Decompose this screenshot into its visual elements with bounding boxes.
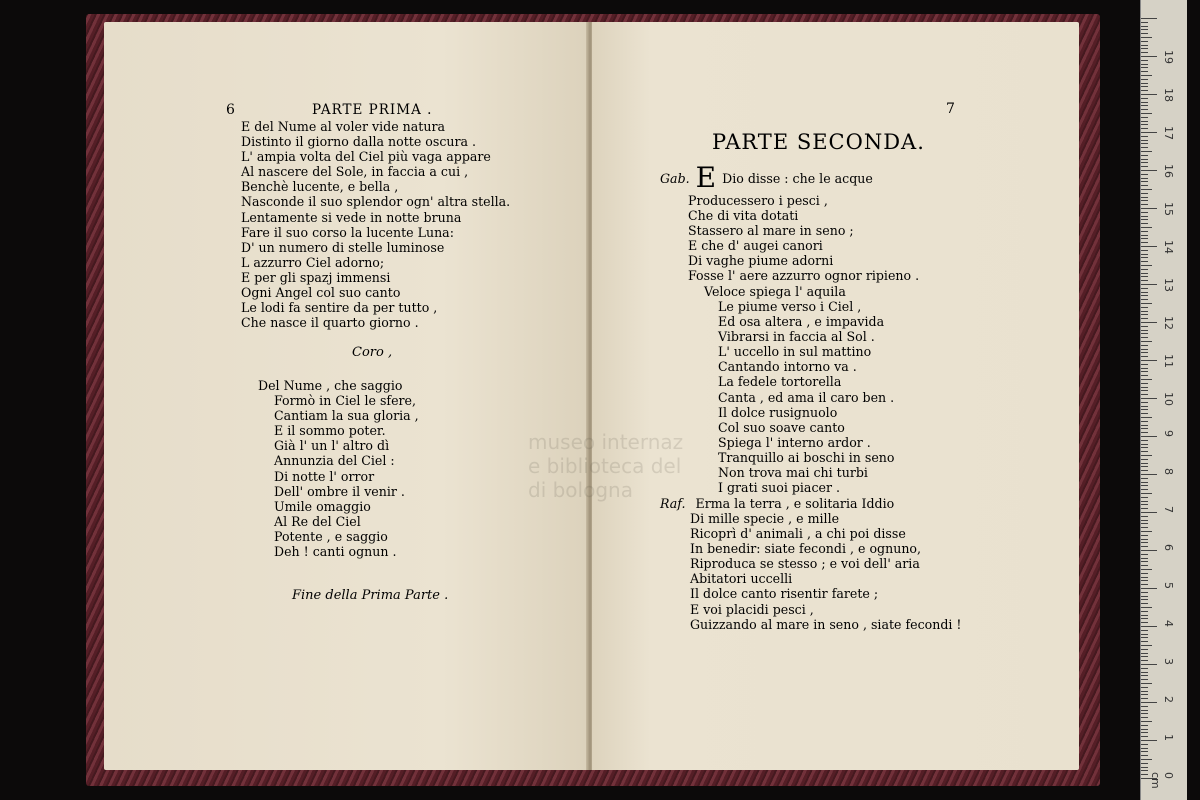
ruler-tick: [1141, 303, 1152, 304]
ruler-tick: [1141, 520, 1148, 521]
ruler-tick: [1141, 489, 1148, 490]
ruler-tick: [1141, 265, 1152, 266]
verse-line: E per gli spazj immensi: [241, 269, 391, 285]
ruler-tick: [1141, 664, 1157, 665]
gab-verse-block: [688, 193, 919, 284]
ruler-tick: [1141, 227, 1152, 228]
ruler-tick: [1141, 86, 1148, 87]
ruler-tick: [1141, 599, 1148, 600]
verse-line: Al Re del Ciel: [274, 513, 361, 529]
ruler-tick: [1141, 447, 1148, 448]
ruler-tick: [1141, 170, 1157, 171]
ruler-tick: [1141, 314, 1148, 315]
verse-line: Nasconde il suo splendor ogn' altra stella.: [241, 194, 511, 210]
verse-line: Al nascere del Sole, in faccia a cui ,: [241, 164, 469, 180]
ruler-tick: [1141, 645, 1152, 646]
left-verse-block: [241, 119, 510, 330]
verse-line: Umile omaggio: [274, 498, 371, 514]
ruler-tick: [1141, 535, 1148, 536]
ruler-label: 8: [1162, 468, 1175, 475]
ruler-tick: [1141, 276, 1148, 277]
verse-line: Producessero i pesci ,: [688, 193, 828, 208]
ruler-tick: [1141, 311, 1148, 312]
verse-line: Spiega l' interno ardor .: [718, 434, 871, 450]
verse-line: E del Nume al voler vide natura: [241, 119, 445, 134]
ruler-label: 19: [1162, 50, 1175, 64]
verse-line: Del Nume , che saggio: [258, 378, 403, 393]
ruler-tick: [1141, 660, 1148, 661]
ruler-label: 15: [1162, 202, 1175, 216]
library-watermark: [528, 430, 683, 502]
verse-line: Già l' un l' altro dì: [274, 438, 390, 454]
ruler-tick: [1141, 702, 1157, 703]
raf-verse-block: [690, 511, 962, 632]
ruler-tick: [1141, 181, 1148, 182]
ruler-tick: [1141, 117, 1148, 118]
ruler-tick: [1141, 200, 1148, 201]
ruler-tick: [1141, 136, 1148, 137]
ruler-tick: [1141, 246, 1157, 247]
verse-line: Che di vita dotati: [688, 208, 799, 224]
verse-line: Canta , ed ama il caro ben .: [718, 389, 895, 405]
verse-line: Di vaghe piume adorni: [688, 253, 834, 269]
verse-line: Ricoprì d' animali , a chi poi disse: [690, 526, 906, 542]
ruler-tick: [1141, 698, 1148, 699]
ruler-tick: [1141, 295, 1148, 296]
ruler-tick: [1141, 159, 1148, 160]
ruler-tick: [1141, 162, 1148, 163]
ruler-tick: [1141, 273, 1148, 274]
verse-line: Abitatori uccelli: [690, 571, 793, 587]
ruler-tick: [1141, 611, 1148, 612]
ruler-tick: [1141, 71, 1148, 72]
ruler-tick: [1141, 326, 1148, 327]
ruler-tick: [1141, 444, 1148, 445]
ruler-tick: [1141, 132, 1157, 133]
ruler-tick: [1141, 470, 1148, 471]
ruler-tick: [1141, 368, 1148, 369]
ruler-tick: [1141, 204, 1148, 205]
ruler-tick: [1141, 231, 1148, 232]
ruler-tick: [1141, 109, 1148, 110]
ruler-tick: [1141, 56, 1157, 57]
ruler-tick: [1141, 83, 1148, 84]
ruler-tick: [1141, 409, 1148, 410]
verse-line: E che d' augei canori: [688, 238, 823, 254]
verse-line: Stassero al mare in seno ;: [688, 223, 854, 239]
verse-line: Non trova mai chi turbi: [718, 465, 868, 481]
verse-line: Fare il suo corso la lucente Luna:: [241, 224, 454, 240]
ruler-tick: [1141, 337, 1148, 338]
ruler-tick: [1141, 189, 1152, 190]
ruler-label: 7: [1162, 506, 1175, 513]
ruler-tick: [1141, 421, 1148, 422]
ruler-tick: [1141, 721, 1152, 722]
verse-line: Guizzando al mare in seno , siate fecondi !: [690, 616, 962, 632]
ruler-tick: [1141, 512, 1157, 513]
ruler-tick: [1141, 254, 1148, 255]
verse-line: Annunzia del Ciel :: [274, 453, 395, 469]
ruler-label: 14: [1162, 240, 1175, 254]
ruler-tick: [1141, 402, 1148, 403]
left-page-number: 6: [226, 102, 235, 118]
ruler-label: 10: [1162, 392, 1175, 406]
ruler-tick: [1141, 554, 1148, 555]
ruler-tick: [1141, 618, 1148, 619]
ruler-tick: [1141, 322, 1157, 323]
verse-line: Benchè lucente, e bella ,: [241, 179, 399, 195]
ruler-tick: [1141, 242, 1148, 243]
ruler-tick: [1141, 459, 1148, 460]
ruler-tick: [1141, 508, 1148, 509]
ruler-tick: [1141, 250, 1148, 251]
ruler-tick: [1141, 679, 1148, 680]
ruler-tick: [1141, 466, 1148, 467]
verse-line: I grati suoi piacer .: [718, 480, 840, 496]
ruler-tick: [1141, 364, 1148, 365]
ruler-tick: [1141, 94, 1157, 95]
ruler-tick: [1141, 732, 1148, 733]
ruler-tick: [1141, 299, 1148, 300]
verse-line: Deh ! canti ognun .: [274, 544, 397, 560]
ruler-tick: [1141, 398, 1157, 399]
ruler-tick: [1141, 79, 1148, 80]
ruler-tick: [1141, 615, 1148, 616]
ruler-label: 17: [1162, 126, 1175, 140]
verse-line: Dell' ombre il venir .: [274, 483, 405, 499]
ruler-tick: [1141, 219, 1148, 220]
ruler-tick: [1141, 37, 1152, 38]
ruler-tick: [1141, 455, 1152, 456]
ruler-tick: [1141, 151, 1152, 152]
ruler-tick: [1141, 607, 1152, 608]
ruler-tick: [1141, 360, 1157, 361]
ruler-tick: [1141, 208, 1157, 209]
ruler-label: 3: [1162, 658, 1175, 665]
ruler-tick: [1141, 603, 1148, 604]
coro-verse-block: [258, 378, 419, 559]
ruler-tick: [1141, 436, 1157, 437]
ruler-tick: [1141, 113, 1152, 114]
ruler-tick: [1141, 307, 1148, 308]
ruler-tick: [1141, 672, 1148, 673]
ruler-tick: [1141, 713, 1148, 714]
verse-line: Lentamente si vede in notte bruna: [241, 209, 462, 225]
verse-line: Distinto il giorno dalla notte oscura .: [241, 134, 477, 150]
ruler-tick: [1141, 501, 1148, 502]
ruler-label: 0 cm: [1149, 772, 1175, 789]
ruler-label: 1: [1162, 734, 1175, 741]
aria-line: Veloce spiega l' aquila: [704, 284, 846, 299]
ruler-tick: [1141, 174, 1148, 175]
ruler-tick: [1141, 478, 1148, 479]
ruler-tick: [1141, 577, 1148, 578]
ruler-tick: [1141, 341, 1152, 342]
watermark-line: di bologna: [528, 478, 633, 502]
ruler-tick: [1141, 710, 1148, 711]
ruler-tick: [1141, 626, 1157, 627]
watermark-line: e biblioteca del: [528, 454, 682, 478]
ruler-tick: [1141, 482, 1148, 483]
ruler-tick: [1141, 649, 1148, 650]
ruler-tick: [1141, 143, 1148, 144]
ruler-tick: [1141, 212, 1148, 213]
verse-line: Formò in Ciel le sfere,: [274, 393, 417, 409]
ruler-tick: [1141, 527, 1148, 528]
ruler-tick: [1141, 33, 1148, 34]
verse-line: L' uccello in sul mattino: [718, 344, 872, 360]
section-title: PARTE SECONDA.: [712, 130, 925, 154]
ruler-tick: [1141, 774, 1148, 775]
fine-prima-parte: Fine della Prima Parte .: [292, 588, 449, 603]
ruler-tick: [1141, 694, 1148, 695]
ruler-tick: [1141, 687, 1148, 688]
ruler-tick: [1141, 485, 1148, 486]
ruler-tick: [1141, 330, 1148, 331]
ruler-tick: [1141, 550, 1157, 551]
ruler-tick: [1141, 759, 1152, 760]
raf-line: Erma la terra , e solitaria Iddio: [695, 496, 895, 511]
verse-line: Di notte l' orror: [274, 468, 375, 484]
ruler-tick: [1141, 197, 1148, 198]
ruler-tick: [1141, 637, 1148, 638]
ruler-tick: [1141, 493, 1152, 494]
verse-line: Fosse l' aere azzurro ognor ripieno .: [688, 268, 920, 284]
drop-cap: E: [695, 161, 717, 194]
ruler-tick: [1141, 390, 1148, 391]
ruler-tick: [1141, 516, 1148, 517]
ruler-tick: [1141, 770, 1148, 771]
ruler-tick: [1141, 656, 1148, 657]
ruler-tick: [1141, 580, 1148, 581]
coro-heading: Coro ,: [352, 345, 393, 360]
ruler-tick: [1141, 67, 1148, 68]
ruler-tick: [1141, 440, 1148, 441]
ruler-tick: [1141, 18, 1157, 19]
ruler-tick: [1141, 124, 1148, 125]
ruler-tick: [1141, 64, 1148, 65]
ruler-tick: [1141, 691, 1148, 692]
ruler-tick: [1141, 729, 1148, 730]
ruler-tick: [1141, 394, 1148, 395]
ruler-label: 16: [1162, 164, 1175, 178]
ruler-tick: [1141, 748, 1148, 749]
ruler-tick: [1141, 588, 1157, 589]
ruler-tick: [1141, 675, 1148, 676]
ruler-tick: [1141, 280, 1148, 281]
ruler-tick: [1141, 178, 1148, 179]
verse-line: La fedele tortorella: [718, 374, 842, 390]
ruler-tick: [1141, 22, 1148, 23]
ruler-tick: [1141, 417, 1152, 418]
ruler-tick: [1141, 269, 1148, 270]
measuring-ruler: [1140, 0, 1187, 800]
ruler-tick: [1141, 683, 1152, 684]
ruler-tick: [1141, 223, 1148, 224]
ruler-tick: [1141, 463, 1148, 464]
ruler-tick: [1141, 561, 1148, 562]
ruler-tick: [1141, 26, 1148, 27]
ruler-tick: [1141, 216, 1148, 217]
ruler-label: 11: [1162, 354, 1175, 368]
ruler-tick: [1141, 653, 1148, 654]
speaker-raf: Raf.: [660, 496, 686, 511]
ruler-tick: [1141, 573, 1148, 574]
ruler-tick: [1141, 432, 1148, 433]
ruler-tick: [1141, 706, 1148, 707]
ruler-tick: [1141, 128, 1148, 129]
ruler-label: 9: [1162, 430, 1175, 437]
ruler-tick: [1141, 284, 1157, 285]
ruler-tick: [1141, 356, 1148, 357]
ruler-tick: [1141, 596, 1148, 597]
verse-line: Riproduca se stesso ; e voi dell' aria: [690, 556, 920, 572]
ruler-tick: [1141, 371, 1148, 372]
speaker-gab: Gab.: [660, 171, 690, 186]
ruler-tick: [1141, 121, 1148, 122]
watermark-line: museo internaz: [528, 430, 684, 454]
ruler-tick: [1141, 406, 1148, 407]
gab-first-line: [660, 161, 873, 194]
ruler-tick: [1141, 751, 1148, 752]
ruler-tick: [1141, 257, 1148, 258]
ruler-tick: [1141, 75, 1152, 76]
ruler-label: 18: [1162, 88, 1175, 102]
ruler-tick: [1141, 634, 1148, 635]
ruler-label: 4: [1162, 620, 1175, 627]
aria-verse-block: [718, 299, 894, 495]
ruler-tick: [1141, 90, 1148, 91]
ruler-tick: [1141, 235, 1148, 236]
ruler-tick: [1141, 668, 1148, 669]
ruler-tick: [1141, 474, 1157, 475]
ruler-tick: [1141, 546, 1148, 547]
aria-first-line: [704, 284, 846, 299]
verse-line: Cantiam la sua gloria ,: [274, 408, 419, 424]
ruler-tick: [1141, 193, 1148, 194]
verse-line: Le lodi fa sentire da per tutto ,: [241, 300, 438, 316]
ruler-tick: [1141, 736, 1148, 737]
verse-line: E voi placidi pesci ,: [690, 601, 814, 617]
ruler-tick: [1141, 641, 1148, 642]
running-title: PARTE PRIMA .: [312, 102, 433, 118]
ruler-tick: [1141, 565, 1148, 566]
verse-line: Il dolce canto risentir farete ;: [690, 586, 879, 602]
verse-line: D' un numero di stelle luminose: [241, 239, 445, 255]
ruler-tick: [1141, 45, 1148, 46]
verse-line: Tranquillo ai boschi in seno: [718, 449, 895, 465]
verse-line: Di mille specie , e mille: [690, 511, 840, 526]
ruler-label: 2: [1162, 696, 1175, 703]
verse-line: L azzurro Ciel adorno;: [241, 254, 385, 270]
ruler-tick: [1141, 558, 1148, 559]
ruler-tick: [1141, 318, 1148, 319]
ruler-tick: [1141, 166, 1148, 167]
ruler-tick: [1141, 60, 1148, 61]
ruler-tick: [1141, 622, 1148, 623]
ruler-tick: [1141, 584, 1148, 585]
ruler-tick: [1141, 155, 1148, 156]
ruler-tick: [1141, 41, 1148, 42]
ruler-tick: [1141, 102, 1148, 103]
ruler-tick: [1141, 717, 1148, 718]
ruler-tick: [1141, 29, 1148, 30]
verse-line: Potente , e saggio: [274, 528, 388, 544]
ruler-tick: [1141, 763, 1148, 764]
ruler-tick: [1141, 523, 1148, 524]
verse-line: Ogni Angel col suo canto: [241, 285, 401, 301]
ruler-tick: [1141, 539, 1148, 540]
ruler-tick: [1141, 428, 1148, 429]
ruler-tick: [1141, 352, 1148, 353]
verse-line: E il sommo poter.: [274, 423, 386, 439]
ruler-tick: [1141, 425, 1148, 426]
ruler-tick: [1141, 542, 1148, 543]
ruler-tick: [1141, 147, 1148, 148]
ruler-label: 13: [1162, 278, 1175, 292]
verse-line: Che nasce il quarto giorno .: [241, 315, 419, 331]
ruler-tick: [1141, 238, 1148, 239]
ruler-tick: [1141, 52, 1148, 53]
ruler-tick: [1141, 504, 1148, 505]
ruler-tick: [1141, 497, 1148, 498]
ruler-tick: [1141, 288, 1148, 289]
ruler-tick: [1141, 349, 1148, 350]
ruler-label: 6: [1162, 544, 1175, 551]
ruler-tick: [1141, 592, 1148, 593]
ruler-tick: [1141, 767, 1148, 768]
verse-line: Le piume verso i Ciel ,: [718, 299, 862, 314]
ruler-tick: [1141, 105, 1148, 106]
ruler-tick: [1141, 140, 1148, 141]
ruler-tick: [1141, 725, 1148, 726]
ruler-tick: [1141, 451, 1148, 452]
verse-line: In benedir: siate fecondi , e ognuno,: [690, 541, 922, 557]
ruler-tick: [1141, 98, 1148, 99]
raf-first-line: [660, 496, 894, 511]
verse-line: Vibrarsi in faccia al Sol .: [718, 329, 875, 345]
ruler-tick: [1141, 333, 1148, 334]
ruler-tick: [1141, 383, 1148, 384]
verse-line: Cantando intorno va .: [718, 359, 857, 375]
ruler-tick: [1141, 48, 1148, 49]
ruler-tick: [1141, 379, 1152, 380]
gab-line: Dio disse : che le acque: [722, 171, 873, 186]
ruler-tick: [1141, 292, 1148, 293]
ruler-tick: [1141, 345, 1148, 346]
ruler-label: 12: [1162, 316, 1175, 330]
ruler-tick: [1141, 531, 1152, 532]
verse-line: Col suo soave canto: [718, 419, 845, 435]
right-page-number: 7: [946, 101, 955, 117]
verse-line: Il dolce rusignuolo: [718, 404, 838, 420]
verse-line: Ed osa altera , e impavida: [718, 314, 885, 330]
ruler-tick: [1141, 744, 1148, 745]
ruler-tick: [1141, 630, 1148, 631]
ruler-tick: [1141, 413, 1148, 414]
verse-line: L' ampia volta del Ciel più vaga appare: [241, 149, 491, 165]
ruler-tick: [1141, 185, 1148, 186]
ruler-tick: [1141, 261, 1148, 262]
ruler-tick: [1141, 387, 1148, 388]
ruler-label: 5: [1162, 582, 1175, 589]
ruler-tick: [1141, 755, 1148, 756]
ruler-tick: [1141, 569, 1152, 570]
ruler-tick: [1141, 375, 1148, 376]
ruler-tick: [1141, 740, 1157, 741]
